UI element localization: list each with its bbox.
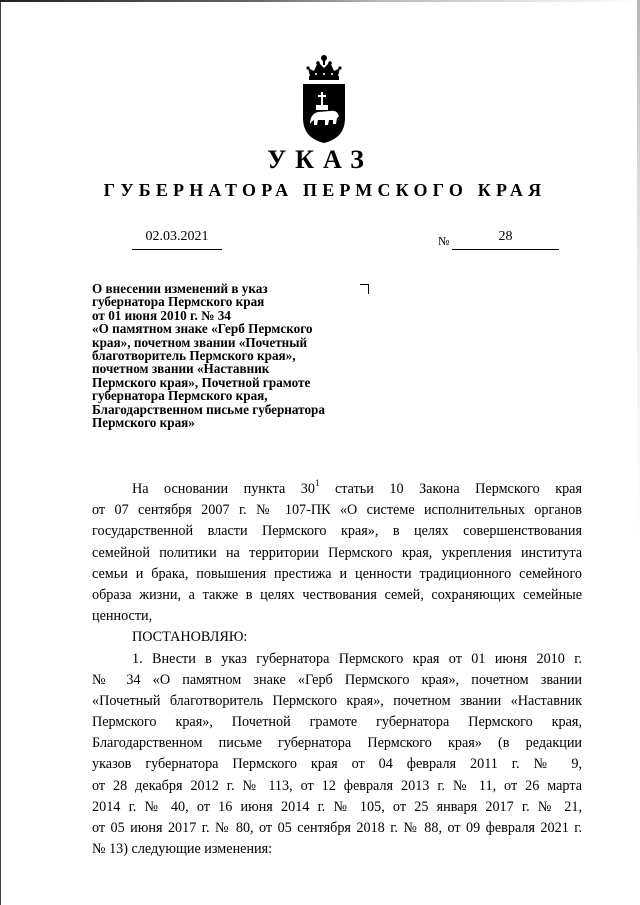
heading-line: края», почетном звании «Почетный: [92, 334, 308, 350]
paragraph-line: указов губернатора Пермского края от 04 февраля 2011 г. № 9,: [92, 756, 582, 773]
paragraph-line: Благодарственном письме губернатора Пермского края» (в редакции: [92, 735, 582, 752]
heading-line: губернатора Пермского края: [92, 294, 265, 310]
document-date: 02.03.2021: [132, 229, 222, 250]
paragraph-line: 1. Внести в указ губернатора Пермского края от 01 июня 2010 г.: [132, 650, 582, 667]
paragraph-line: На основании пункта $30^1$ статьи 10 Закона Пермского края: [132, 478, 582, 497]
document-number: 28: [452, 229, 559, 250]
heading-line: «О памятном знаке «Герб Пермского: [92, 321, 313, 337]
document-body: [92, 479, 582, 860]
paragraph-line: 2014 г. № 40, от 16 июня 2014 г. № 105, от 25 января 2017 г. № 21,: [92, 798, 582, 815]
paragraph-line: образа жизни, а также в целях чествования семей, сохраняющих семейные: [92, 586, 582, 603]
paragraph-line: государственной власти Пермского края», в целях совершенствования: [92, 523, 582, 540]
paragraph-line: ценности,: [92, 608, 153, 625]
heading-line: благотворитель Пермского края»,: [92, 348, 296, 364]
document-title: УКАЗ: [267, 145, 373, 174]
paragraph-line: Пермского края», Почетной грамоте губернатора Пермского края,: [92, 714, 582, 731]
decree-word: ПОСТАНОВЛЯЮ:: [132, 629, 248, 646]
heading-line: Пермского края», Почетной грамоте: [92, 374, 311, 390]
heading-line: О внесении изменений в указ: [92, 281, 268, 296]
document-subtitle: ГУБЕРНАТОРА ПЕРМСКОГО КРАЯ: [103, 180, 547, 200]
paragraph-line: семейной политики на территории Пермского края, укрепления института: [92, 544, 582, 561]
paragraph-line: № 34 «О памятном знаке «Герб Пермского края», почетном звании: [92, 671, 582, 688]
paragraph-line: «Почетный благотворитель Пермского края», почетном звании «Наставник: [92, 692, 582, 709]
heading-line: почетном звании «Наставник: [92, 361, 270, 377]
document-heading: [92, 282, 392, 429]
heading-line: от 01 июня 2010 г. № 34: [92, 307, 231, 323]
heading-line: Пермского края»: [92, 415, 195, 431]
paragraph-line: № 13) следующие изменения:: [92, 841, 273, 858]
heading-line: Благодарственном письме губернатора: [92, 401, 325, 417]
number-sign: №: [438, 234, 450, 248]
paragraph-line: от 28 декабря 2012 г. № 113, от 12 февраля 2013 г. № 11, от 26 марта: [92, 777, 582, 794]
paragraph-line: от 05 июня 2017 г. № 80, от 05 сентября 2018 г. № 88, от 09 февраля 2021 г.: [92, 820, 582, 836]
paragraph-line: от 07 сентября 2007 г. № 107-ПК «О системе исполнительных органов: [92, 502, 582, 519]
heading-line: губернатора Пермского края,: [92, 388, 268, 404]
paragraph-line: семьи и брака, повышения престижа и ценности традиционного семейного: [92, 565, 582, 582]
scan-edge-left: [0, 0, 1, 905]
scan-edge-top: [0, 0, 640, 2]
perm-krai-coat-of-arms-icon: [296, 54, 352, 144]
